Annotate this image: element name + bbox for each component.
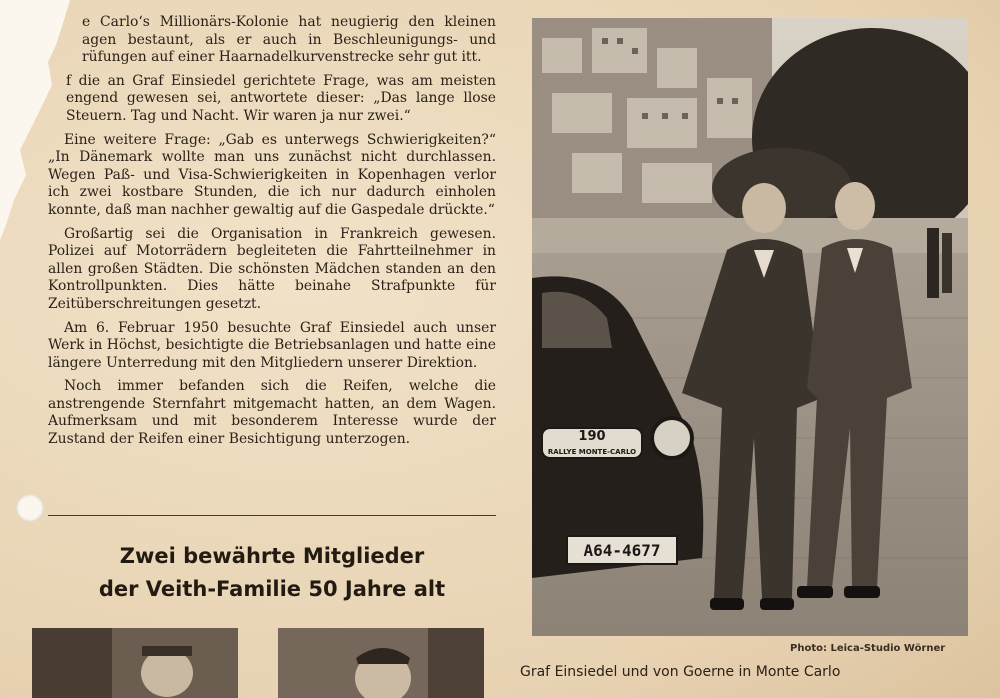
paragraph-5: Am 6. Februar 1950 besuchte Graf Einsiedel auch unser Werk in Höchst, besichtigte die Betriebsanlagen und hatte eine längere Unterredung mit den Mitgliedern unserer Direktion. — [48, 319, 496, 371]
paragraph-3: Eine weitere Frage: „Gab es unterwegs Schwierigkeiten?“ „In Dänemark wollte man uns zunächst nicht durchlassen. Wegen Paß- und Visa-Schwierigkeiten in Kopenhagen verlor ich zwei kostbare Stunden, die ich nur dadurch einholen konnte, daß man nachher gewaltig auf die Gaspedale drückte.“ — [48, 131, 496, 218]
section-divider — [48, 515, 496, 516]
paragraph-4: Großartig sei die Organisation in Frankreich gewesen. Polizei auf Motorrädern begleiteten die Fahrtteilnehmer in allen großen Städten. Die schönsten Mädchen standen an den Kontrollpunkten. Dies hätte beinahe Strafpunkte für Zeitüberschreitungen gesetzt. — [48, 225, 496, 312]
rally-photo — [532, 18, 968, 636]
paragraph-1: e Carlo‘s Millionärs-Kolonie hat neugierig den kleinen agen bestaunt, als er auch in Beschleunigungs- und rüfungen auf einer Haarnadelkurvenstrecke sehr gut itt. — [82, 14, 496, 66]
rally-plate-number: 190 — [578, 429, 606, 444]
portrait-photo-left — [32, 628, 238, 698]
rally-plate-text: RALLYE MONTE-CARLO — [547, 448, 637, 456]
paragraph-6: Noch immer befanden sich die Reifen, welche die anstrengende Sternfahrt mitgemacht hatten, an dem Wagen. Aufmerksam und mit besonderem Interesse wurde der Zustand der Reifen einer Besichtigung unterzogen. — [48, 378, 496, 448]
photo-credit: Photo: Leica-Studio Wörner — [790, 643, 946, 654]
section-headline — [48, 540, 496, 606]
license-plate: A64-4677 — [583, 541, 661, 560]
paragraph-2: f die an Graf Einsiedel gerichtete Frage, was am meisten engend gewesen sei, antwortete dieser: „Das lange llose Steuern. Tag und Nacht. Wir waren ja nur zwei.“ — [66, 72, 496, 124]
portrait-photo-right — [278, 628, 484, 698]
punch-hole — [16, 494, 44, 522]
headline-line-2: der Veith-Familie 50 Jahre alt — [98, 577, 446, 601]
photo-caption: Graf Einsiedel und von Goerne in Monte Carlo — [520, 664, 841, 680]
headline-line-1: Zwei bewährte Mitglieder — [119, 544, 425, 568]
article-column — [48, 14, 496, 455]
